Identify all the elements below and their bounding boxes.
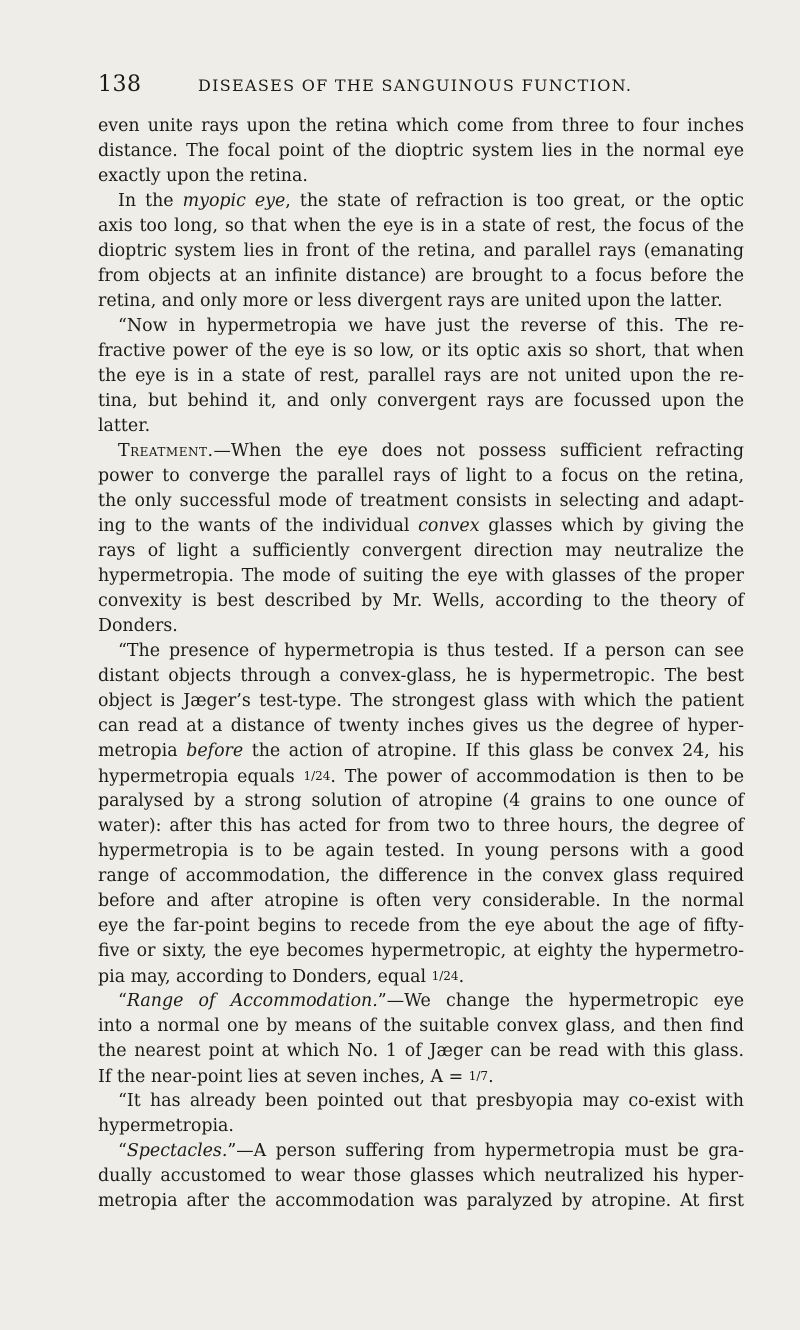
text-run: ”—We change the hypermetropic eye: [377, 991, 744, 1011]
text-line: into a normal one by means of the suitable convex glass, and then find: [98, 1016, 744, 1036]
text-run: the action of atropine. If this glass be convex 24, his: [243, 741, 745, 761]
text-line: [98, 439, 744, 464]
text-line: water): after this has acted for from two to three hours, the degree of: [98, 816, 744, 836]
fraction: 1/24: [303, 769, 331, 783]
text-line: metropia after the accommodation was paralyzed by atropine. At first: [98, 1191, 744, 1211]
text-line: [98, 1139, 744, 1164]
text-line: dioptric system lies in front of the retina, and parallel rays (emanating: [98, 241, 744, 261]
body-text: [98, 114, 744, 1214]
text-line: five or sixty, the eye becomes hypermetropic, at eighty the hypermetro-: [98, 941, 744, 961]
text-line: hypermetropia. The mode of suiting the eye with glasses of the proper: [98, 566, 744, 586]
text-line: distant objects through a convex-glass, he is hypermetropic. The best: [98, 666, 744, 686]
text-line: [98, 514, 744, 539]
text-line: object is Jæger’s test-type. The strongest glass with which the patient: [98, 691, 744, 711]
text-line: [98, 739, 744, 764]
fraction: 1/24: [431, 969, 459, 983]
page-header: [98, 72, 738, 102]
text-line: [98, 1064, 744, 1089]
text-line: retina, and only more or less divergent rays are united upon the latter.: [98, 291, 723, 311]
text-line: “It has already been pointed out that presbyopia may co-exist with: [118, 1091, 744, 1111]
text-line: can read at a distance of twenty inches gives us the degree of hyper-: [98, 716, 744, 736]
text-line: paralysed by a strong solution of atropine (4 grains to one ounce of: [98, 791, 744, 811]
text-run: .: [458, 967, 465, 987]
text-line: distance. The focal point of the dioptric system lies in the normal eye: [98, 141, 744, 161]
italic-heading: Spectacles.: [126, 1141, 228, 1161]
running-head: DISEASES OF THE SANGUINOUS FUNCTION.: [198, 76, 633, 95]
text-run: “: [118, 1141, 127, 1161]
text-line: before and after atropine is often very considerable. In the normal: [98, 891, 744, 911]
text-line: even unite rays upon the retina which come from three to four inches: [98, 116, 744, 136]
text-line: the nearest point at which No. 1 of Jæger can be read with this glass.: [98, 1041, 744, 1061]
text-line: [98, 764, 744, 789]
italic-term: before: [186, 741, 244, 761]
text-line: “The presence of hypermetropia is thus tested. If a person can see: [118, 641, 744, 661]
text-line: hypermetropia.: [98, 1116, 234, 1136]
text-line: Donders.: [98, 616, 178, 636]
fraction: 1/7: [468, 1069, 489, 1083]
section-heading: Treatment.: [118, 441, 214, 461]
text-run: —When the eye does not possess sufficient refracting: [213, 441, 744, 461]
text-line: range of accommodation, the difference in the convex glass required: [98, 866, 744, 886]
text-line: from objects at an infinite distance) are brought to a focus before the: [98, 266, 744, 286]
text-line: tina, but behind it, and only convergent rays are focussed upon the: [98, 391, 744, 411]
text-line: exactly upon the retina.: [98, 166, 308, 186]
text-run: If the near-point lies at seven inches, A =: [98, 1067, 469, 1087]
page-number: 138: [98, 72, 142, 97]
text-line: convexity is best described by Mr. Wells, according to the theory of: [98, 591, 744, 611]
text-run: hypermetropia equals: [98, 767, 304, 787]
text-run: In the: [118, 191, 183, 211]
text-line: [98, 989, 744, 1014]
text-run: , the state of refraction is too great, or the optic: [285, 191, 745, 211]
italic-term: convex: [418, 516, 480, 536]
text-run: pia may, according to Donders, equal: [98, 967, 432, 987]
italic-heading: Range of Accommodation.: [126, 991, 378, 1011]
text-run: ing to the wants of the individual: [98, 516, 419, 536]
text-line: axis too long, so that when the eye is in a state of rest, the focus of the: [98, 216, 744, 236]
text-run: metropia: [98, 741, 187, 761]
text-line: [98, 189, 744, 214]
text-run: glasses which by giving the: [479, 516, 744, 536]
text-run: ”—A person suffering from hypermetropia must be gra-: [227, 1141, 744, 1161]
text-line: eye the far-point begins to recede from the eye about the age of fifty-: [98, 916, 744, 936]
text-run: “: [118, 991, 127, 1011]
text-line: the only successful mode of treatment consists in selecting and adapt-: [98, 491, 744, 511]
text-run: . The power of accommodation is then to be: [330, 767, 744, 787]
text-line: fractive power of the eye is so low, or its optic axis so short, that when: [98, 341, 744, 361]
text-line: the eye is in a state of rest, parallel rays are not united upon the re-: [98, 366, 744, 386]
italic-term: myopic eye: [182, 191, 286, 211]
text-line: hypermetropia is to be again tested. In young persons with a good: [98, 841, 744, 861]
text-line: “Now in hypermetropia we have just the reverse of this. The re-: [118, 316, 744, 336]
text-line: power to converge the parallel rays of light to a focus on the retina,: [98, 466, 744, 486]
text-run: .: [488, 1067, 494, 1087]
text-line: rays of light a sufficiently convergent direction may neutralize the: [98, 541, 744, 561]
text-line: dually accustomed to wear those glasses which neutralized his hyper-: [98, 1166, 744, 1186]
text-line: latter.: [98, 416, 151, 436]
text-line: [98, 964, 744, 989]
